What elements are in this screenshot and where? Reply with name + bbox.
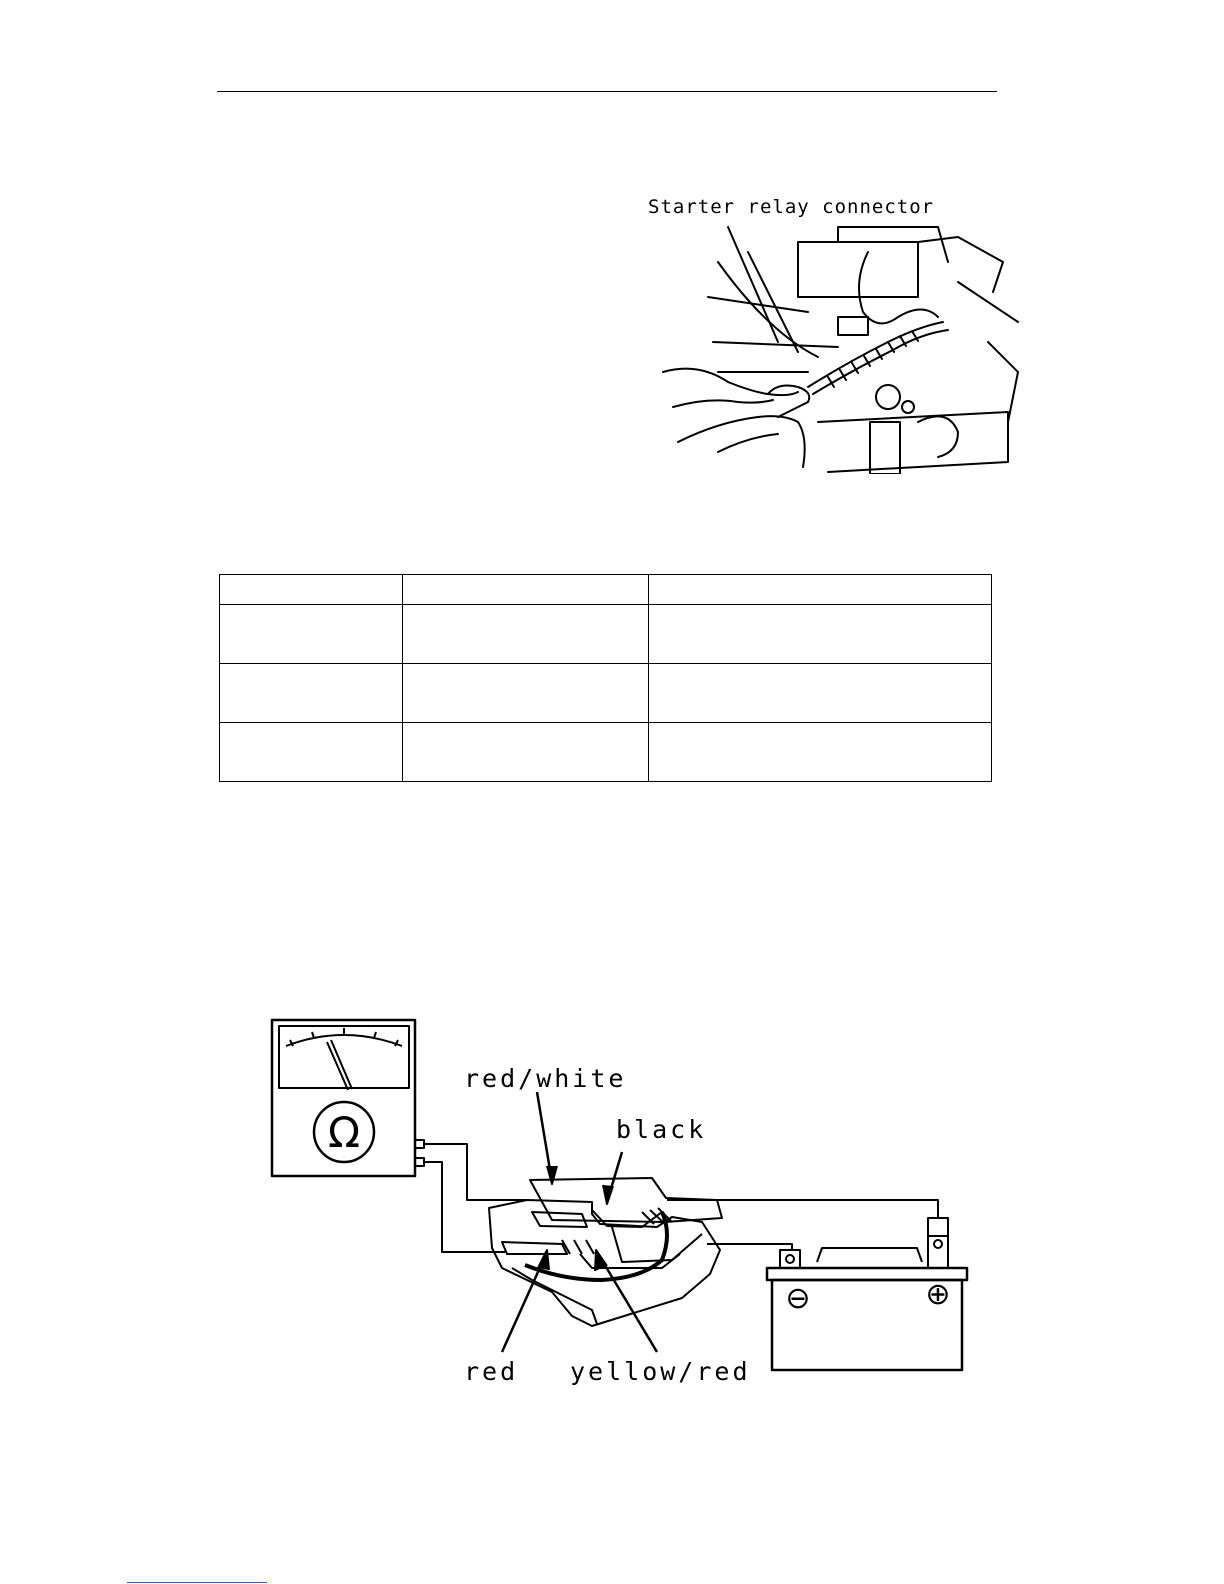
footer-link-rule bbox=[127, 1582, 267, 1583]
table-cell bbox=[220, 664, 403, 723]
table-cell bbox=[220, 575, 403, 605]
table-cell bbox=[220, 605, 403, 664]
header-rule bbox=[217, 91, 997, 92]
table-cell bbox=[649, 664, 992, 723]
spec-table bbox=[219, 574, 992, 782]
table-cell bbox=[649, 575, 992, 605]
table-cell bbox=[649, 605, 992, 664]
relay-test-diagram bbox=[262, 1012, 982, 1392]
table-cell bbox=[220, 723, 403, 782]
label-black: black bbox=[616, 1115, 707, 1144]
table-cell bbox=[403, 575, 649, 605]
table-row bbox=[220, 575, 992, 605]
label-yellow-red: yellow/red bbox=[570, 1357, 751, 1386]
battery-positive-icon: ⊕ bbox=[925, 1277, 951, 1312]
ohmmeter bbox=[272, 1020, 424, 1176]
table-cell bbox=[649, 723, 992, 782]
table-cell bbox=[403, 605, 649, 664]
table-cell bbox=[403, 723, 649, 782]
table-row bbox=[220, 664, 992, 723]
battery bbox=[767, 1218, 967, 1370]
label-red-white: red/white bbox=[464, 1064, 627, 1093]
starter-relay-caption: Starter relay connector bbox=[648, 196, 935, 218]
ohm-symbol-icon: Ω bbox=[327, 1108, 361, 1157]
starter-relay-illustration bbox=[658, 222, 1028, 474]
table-row bbox=[220, 605, 992, 664]
table-row bbox=[220, 723, 992, 782]
label-red: red bbox=[464, 1357, 519, 1386]
battery-negative-icon: ⊖ bbox=[785, 1281, 811, 1316]
table-cell bbox=[403, 664, 649, 723]
